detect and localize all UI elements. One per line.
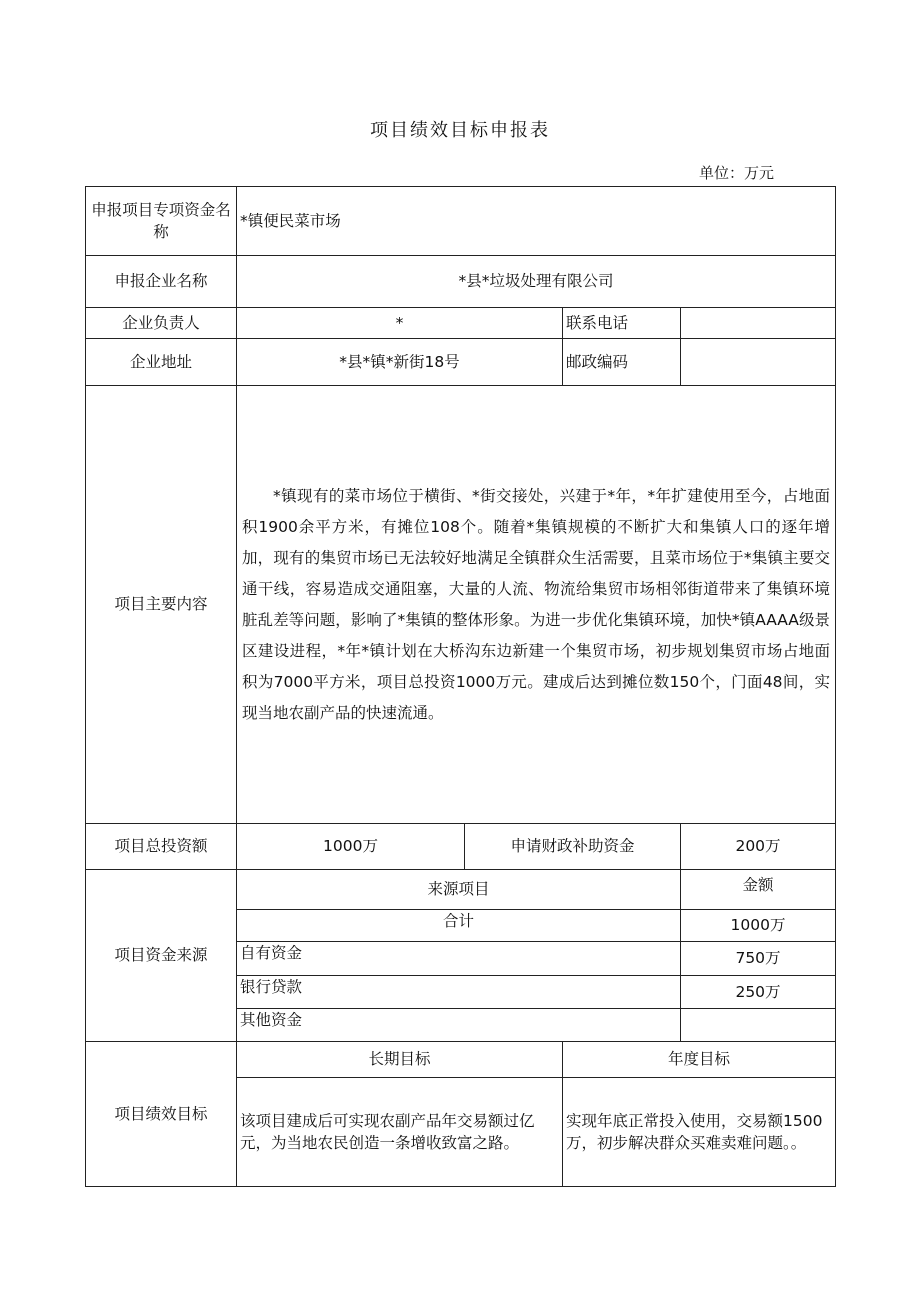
row-investment	[86, 824, 836, 870]
row-company	[86, 256, 836, 308]
row-address	[86, 339, 836, 386]
leader-value: *	[237, 308, 563, 339]
funding-item-amount	[681, 1009, 836, 1042]
company-label: 申报企业名称	[86, 256, 237, 308]
funding-item-amount: 1000万	[681, 910, 836, 942]
funding-header-row	[86, 870, 836, 910]
amount-header: 金额	[681, 870, 836, 910]
leader-label: 企业负责人	[86, 308, 237, 339]
address-label: 企业地址	[86, 339, 237, 386]
fund-name-label: 申报项目专项资金名称	[86, 187, 237, 256]
content-cell	[237, 386, 836, 824]
annual-goal: 实现年底正常投入使用，交易额1500万，初步解决群众买难卖难问题。。	[563, 1078, 836, 1187]
phone-value	[681, 308, 836, 339]
funding-item-name: 合计	[237, 910, 681, 942]
page-title: 项目绩效目标申报表	[370, 120, 550, 141]
application-form-table	[85, 186, 836, 1187]
row-leader	[86, 308, 836, 339]
postcode-label: 邮政编码	[563, 339, 681, 386]
content-text: *镇现有的菜市场位于横街、*街交接处，兴建于*年，*年扩建使用至今，占地面积1900余平方米，有摊位108个。随着*集镇规模的不断扩大和集镇人口的逐年增加，现有的集贸市场已无法较好地满足全镇群众生活需要，且菜市场位于*集镇主要交通干线，容易造成交通阻塞，大量的人流、物流给集贸市场相邻街道带来了集镇环境脏乱差等问题，影响了*集镇的整体形象。为进一步优化集镇环境，加快*镇AAAA级景区建设进程，*年*镇计划在大桥沟东边新建一个集贸市场，初步规划集贸市场占地面积为7000平方米，项目总投资1000万元。建成后达到摊位数150个，门面48间，实现当地农副产品的快速流通。	[242, 486, 831, 722]
content-label: 项目主要内容	[86, 386, 237, 824]
goals-label: 项目绩效目标	[86, 1042, 237, 1187]
subsidy-label: 申请财政补助资金	[465, 824, 681, 870]
funding-item-name: 自有资金	[237, 942, 681, 976]
funding-item-name: 其他资金	[237, 1009, 681, 1042]
annual-header: 年度目标	[563, 1042, 836, 1078]
long-term-header: 长期目标	[237, 1042, 563, 1078]
unit-label: 单位：万元	[698, 164, 774, 182]
funding-label: 项目资金来源	[86, 870, 237, 1042]
total-invest-label: 项目总投资额	[86, 824, 237, 870]
funding-item-name: 银行贷款	[237, 976, 681, 1009]
source-header: 来源项目	[237, 870, 681, 910]
funding-item-amount: 750万	[681, 942, 836, 976]
funding-item-amount: 250万	[681, 976, 836, 1009]
long-term-goal: 该项目建成后可实现农副产品年交易额过亿元，为当地农民创造一条增收致富之路。	[237, 1078, 563, 1187]
row-fund-name	[86, 187, 836, 256]
company-value: *县*垃圾处理有限公司	[237, 256, 836, 308]
address-value: *县*镇*新街18号	[237, 339, 563, 386]
subsidy-value: 200万	[681, 824, 836, 870]
postcode-value	[681, 339, 836, 386]
row-content	[86, 386, 836, 824]
fund-name-value: *镇便民菜市场	[237, 187, 836, 256]
goals-header-row	[86, 1042, 836, 1078]
phone-label: 联系电话	[563, 308, 681, 339]
total-invest-value: 1000万	[237, 824, 465, 870]
